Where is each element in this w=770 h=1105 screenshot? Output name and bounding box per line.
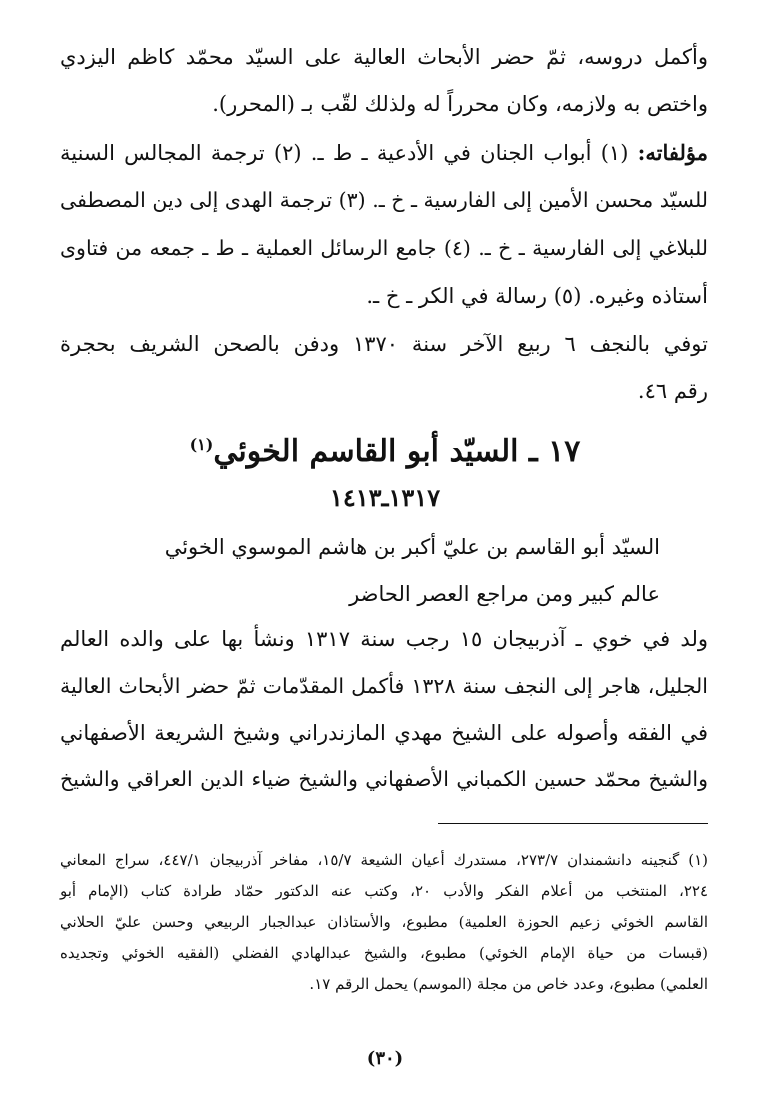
bio-line: ولد في خوي ـ آذربيجان ١٥ رجب سنة ١٣١٧ ونشأ بها على والده العالم [60,627,708,651]
footnote-line: ٢٢٤، المنتخب من أعلام الفكر والأدب ٢٠، وكتب عنه الدكتور حمّاد طرادة كتاب (الإمام أبو [60,882,708,900]
bio-line: الجليل، هاجر إلى النجف سنة ١٣٢٨ فأكمل المقدّمات ثمّ حضر الأبحاث العالية [60,674,708,698]
footnote-line: القاسم الخوئي زعيم الحوزة العلمية) مطبوع، والأستاذان عبدالجبار الربيعي وحسن عليّ الحلاني [60,913,708,931]
section-title: ١٧ ـ السيّد أبو القاسم الخوئي [213,434,581,469]
paragraph-line: وأكمل دروسه، ثمّ حضر الأبحاث العالية على السيّد محمّد كاظم اليزدي [60,45,708,69]
works-line: للبلاغي إلى الفارسية ـ خ ـ. (٤) جامع الرسائل العملية ـ ط ـ جمعه من فتاوى [60,236,708,260]
bio-title-line: عالم كبير ومن مراجع العصر الحاضر [349,582,660,606]
bio-line: في الفقه وأصوله على الشيخ مهدي المازندراني وشيخ الشريعة الأصفهاني [60,721,708,745]
works-line: للسيّد محسن الأمين إلى الفارسية ـ خ ـ. (٣) ترجمة الهدى إلى دين المصطفى [60,188,708,212]
footnote-line: (١) گنجينه دانشمندان ٢٧٣/٧، مستدرك أعيان الشيعة ١٥/٧، مفاخر آذربيجان ٤٤٧/١، سراج المعاني [60,851,709,869]
section-years: ١٣١٧ـ١٤١٣ [329,483,441,512]
works-label: مؤلفاته: [637,140,708,165]
footnote-marker: (١) [189,435,214,454]
bio-name-line: السيّد أبو القاسم بن عليّ أكبر بن هاشم الموسوي الخوئي [164,535,660,559]
footnote-line: العلمي) مطبوع، وعدد خاص من مجلة (الموسم) يحمل الرقم ١٧. [309,975,708,993]
works-line: أستاذه وغيره. (٥) رسالة في الكر ـ خ ـ. [366,284,708,308]
bio-line: والشيخ محمّد حسين الكمباني الأصفهاني والشيخ ضياء الدين العراقي والشيخ [60,767,708,791]
section-heading [60,420,710,470]
paragraph-line: واختص به ولازمه، وكان محرراً له ولذلك لقّب بـ (المحرر). [212,92,708,116]
works-line [60,136,708,170]
footnote-line: (قبسات من حياة الإمام الخوئي) مطبوع، والشيخ عبدالهادي الفضلي (الفقيه الخوئي وتجديده [60,944,708,962]
page-number: (٣٠) [366,1048,404,1069]
death-line: رقم ٤٦. [637,379,708,403]
works-text: (١) أبواب الجنان في الأدعية ـ ط ـ. (٢) ترجمة المجالس السنية [60,141,638,165]
death-line: توفي بالنجف ٦ ربيع الآخر سنة ١٣٧٠ ودفن بالصحن الشريف بحجرة [60,332,709,356]
footnote-divider [438,823,708,824]
